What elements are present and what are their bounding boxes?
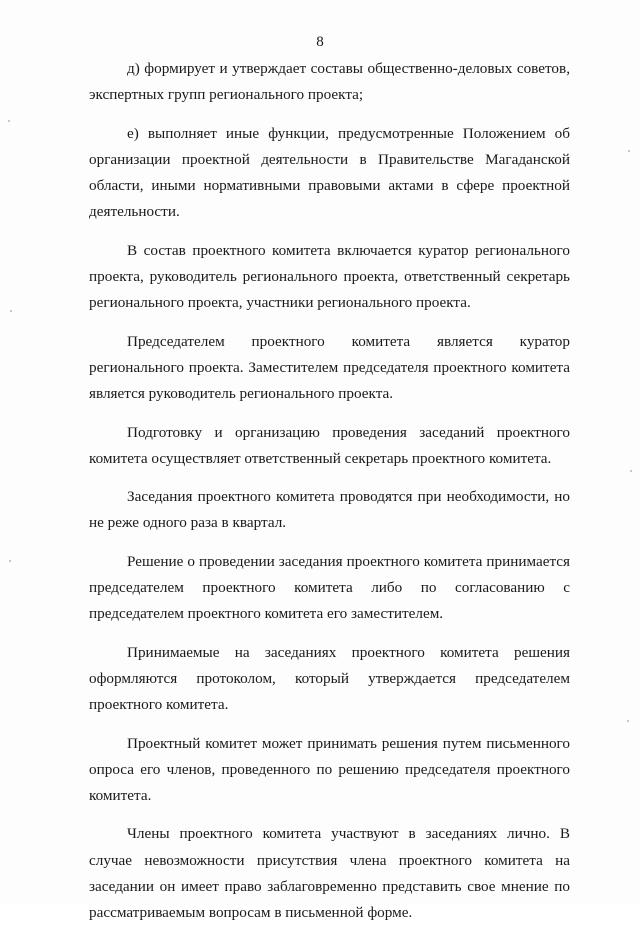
scan-artifact xyxy=(8,120,10,122)
paragraph-1: д) формирует и утверждает составы общественно-деловых советов, экспертных групп регионального проекта; xyxy=(89,60,570,104)
scan-artifact xyxy=(630,470,632,472)
scan-artifact xyxy=(10,310,12,312)
document-body xyxy=(89,56,570,939)
paragraph-6: Заседания проектного комитета проводятся при необходимости, но не реже одного раза в квартал. xyxy=(89,488,570,532)
paragraph-5: Подготовку и организацию проведения заседаний проектного комитета осуществляет ответственный секретарь проектного комитета. xyxy=(89,423,570,467)
paragraph-8: Принимаемые на заседаниях проектного комитета решения оформляются протоколом, который утверждается председателем проектного комитета. xyxy=(89,643,570,714)
scan-artifact xyxy=(627,720,629,722)
page-number: 8 xyxy=(316,34,324,50)
paragraph-2: е) выполняет иные функции, предусмотренные Положением об организации проектной деятельности в Правительстве Магаданской области, иными нормативными правовыми актами в сфере проектной деятельности. xyxy=(89,124,570,221)
paragraph-9: Проектный комитет может принимать решения путем письменного опроса его членов, проведенного по решению председателя проектного комитета. xyxy=(89,734,570,805)
paragraph-3: В состав проектного комитета включается куратор регионального проекта, руководитель регионального проекта, ответственный секретарь регионального проекта, участники регионального проекта. xyxy=(89,241,570,312)
paragraph-7: Решение о проведении заседания проектного комитета принимается председателем проектного комитета либо по согласованию с председателем проектного комитета его заместителем. xyxy=(89,552,570,623)
scan-artifact xyxy=(9,560,11,562)
paragraph-10: Члены проектного комитета участвуют в заседаниях лично. В случае невозможности присутствия члена проектного комитета на заседании он имеет право заблаговременно представить свое мнение по рассматриваемым вопросам в письменной форме. xyxy=(89,825,570,922)
scan-artifact xyxy=(628,150,630,152)
paragraph-4: Председателем проектного комитета является куратор регионального проекта. Заместителем председателя проектного комитета является руководитель регионального проекта. xyxy=(89,332,570,403)
